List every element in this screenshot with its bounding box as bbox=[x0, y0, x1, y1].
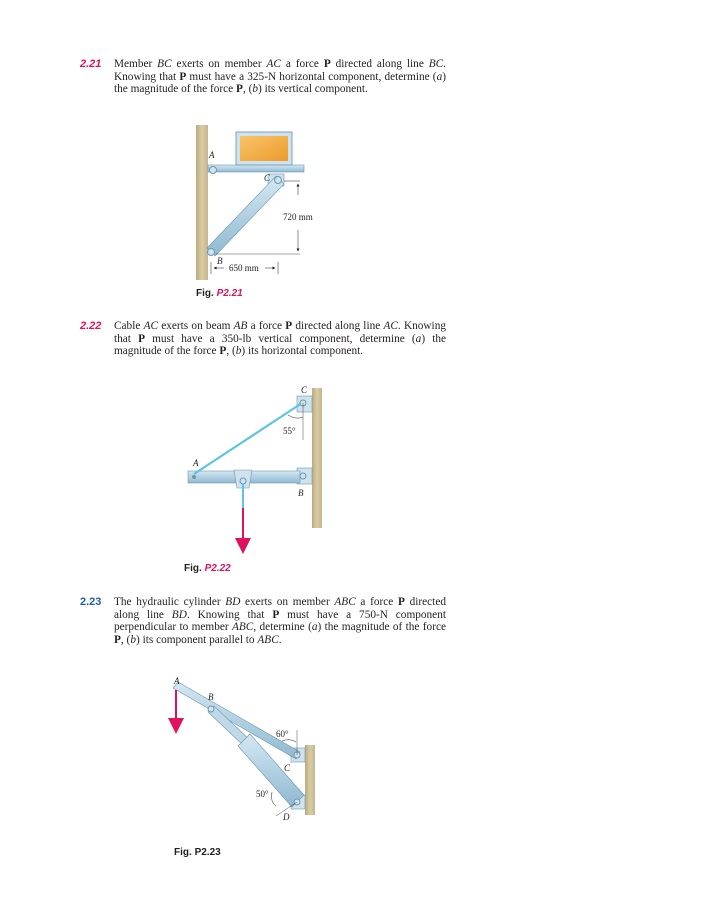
cable-ac bbox=[194, 403, 302, 474]
angle-50: 50° bbox=[256, 789, 269, 799]
label-c: C bbox=[284, 763, 291, 773]
figure-p2-22 bbox=[188, 385, 322, 546]
caption-p2-21: Fig. P2.21 bbox=[196, 288, 243, 299]
member-bc bbox=[207, 176, 284, 256]
angle-60: 60° bbox=[276, 729, 289, 739]
dim-720: 720 mm bbox=[283, 212, 313, 222]
problem-text: The hydraulic cylinder BD exerts on member ABC a force P directed along line BD. Knowing that P must have a 750-N component perpendicular to member ABC, determine (a) the magnitude of the force P, (b) its component parallel to ABC. bbox=[114, 596, 446, 646]
wall bbox=[196, 125, 208, 280]
pin-b bbox=[208, 249, 215, 256]
shelf bbox=[208, 165, 304, 172]
problem-number: 2.23 bbox=[80, 596, 102, 608]
wall bbox=[305, 745, 315, 815]
cylinder-body bbox=[238, 734, 304, 807]
problem-number: 2.22 bbox=[80, 320, 102, 332]
caption-p2-22: Fig. P2.22 bbox=[184, 563, 231, 574]
pin-c bbox=[275, 177, 282, 184]
label-c: C bbox=[264, 173, 271, 183]
wall bbox=[312, 388, 322, 528]
label-b: B bbox=[298, 488, 304, 498]
label-c: C bbox=[301, 385, 308, 395]
label-b: B bbox=[208, 692, 214, 702]
figure-p2-21 bbox=[196, 125, 313, 280]
display-panel bbox=[240, 136, 288, 161]
member-abc bbox=[173, 682, 300, 759]
pin-b bbox=[208, 706, 214, 712]
label-b: B bbox=[217, 256, 223, 266]
pin-b bbox=[300, 473, 306, 479]
figure-p2-23 bbox=[173, 676, 315, 822]
caption-p2-23: Fig. P2.23 bbox=[174, 847, 221, 858]
angle-arc bbox=[288, 415, 303, 418]
dim-650: 650 mm bbox=[229, 263, 259, 273]
pin-a bbox=[192, 475, 196, 479]
label-a: A bbox=[209, 150, 215, 160]
problem-text: Cable AC exerts on beam AB a force P directed along line AC. Knowing that P must have a 350-lb vertical component, determine (a) the magnitude of the force P, (b) its horizontal component. bbox=[114, 320, 447, 358]
hanger-pin bbox=[240, 478, 246, 484]
pin-a bbox=[210, 167, 217, 174]
problem-number: 2.21 bbox=[80, 58, 102, 70]
label-a: A bbox=[193, 458, 199, 468]
label-d: D bbox=[283, 812, 290, 822]
angle-55: 55° bbox=[283, 426, 296, 436]
label-a: A bbox=[174, 676, 180, 686]
problem-text: Member BC exerts on member AC a force P directed along line BC. Knowing that P must have a 325-N horizontal component, determine (a) the magnitude of the force P, (b) its vertical component. bbox=[114, 58, 446, 96]
